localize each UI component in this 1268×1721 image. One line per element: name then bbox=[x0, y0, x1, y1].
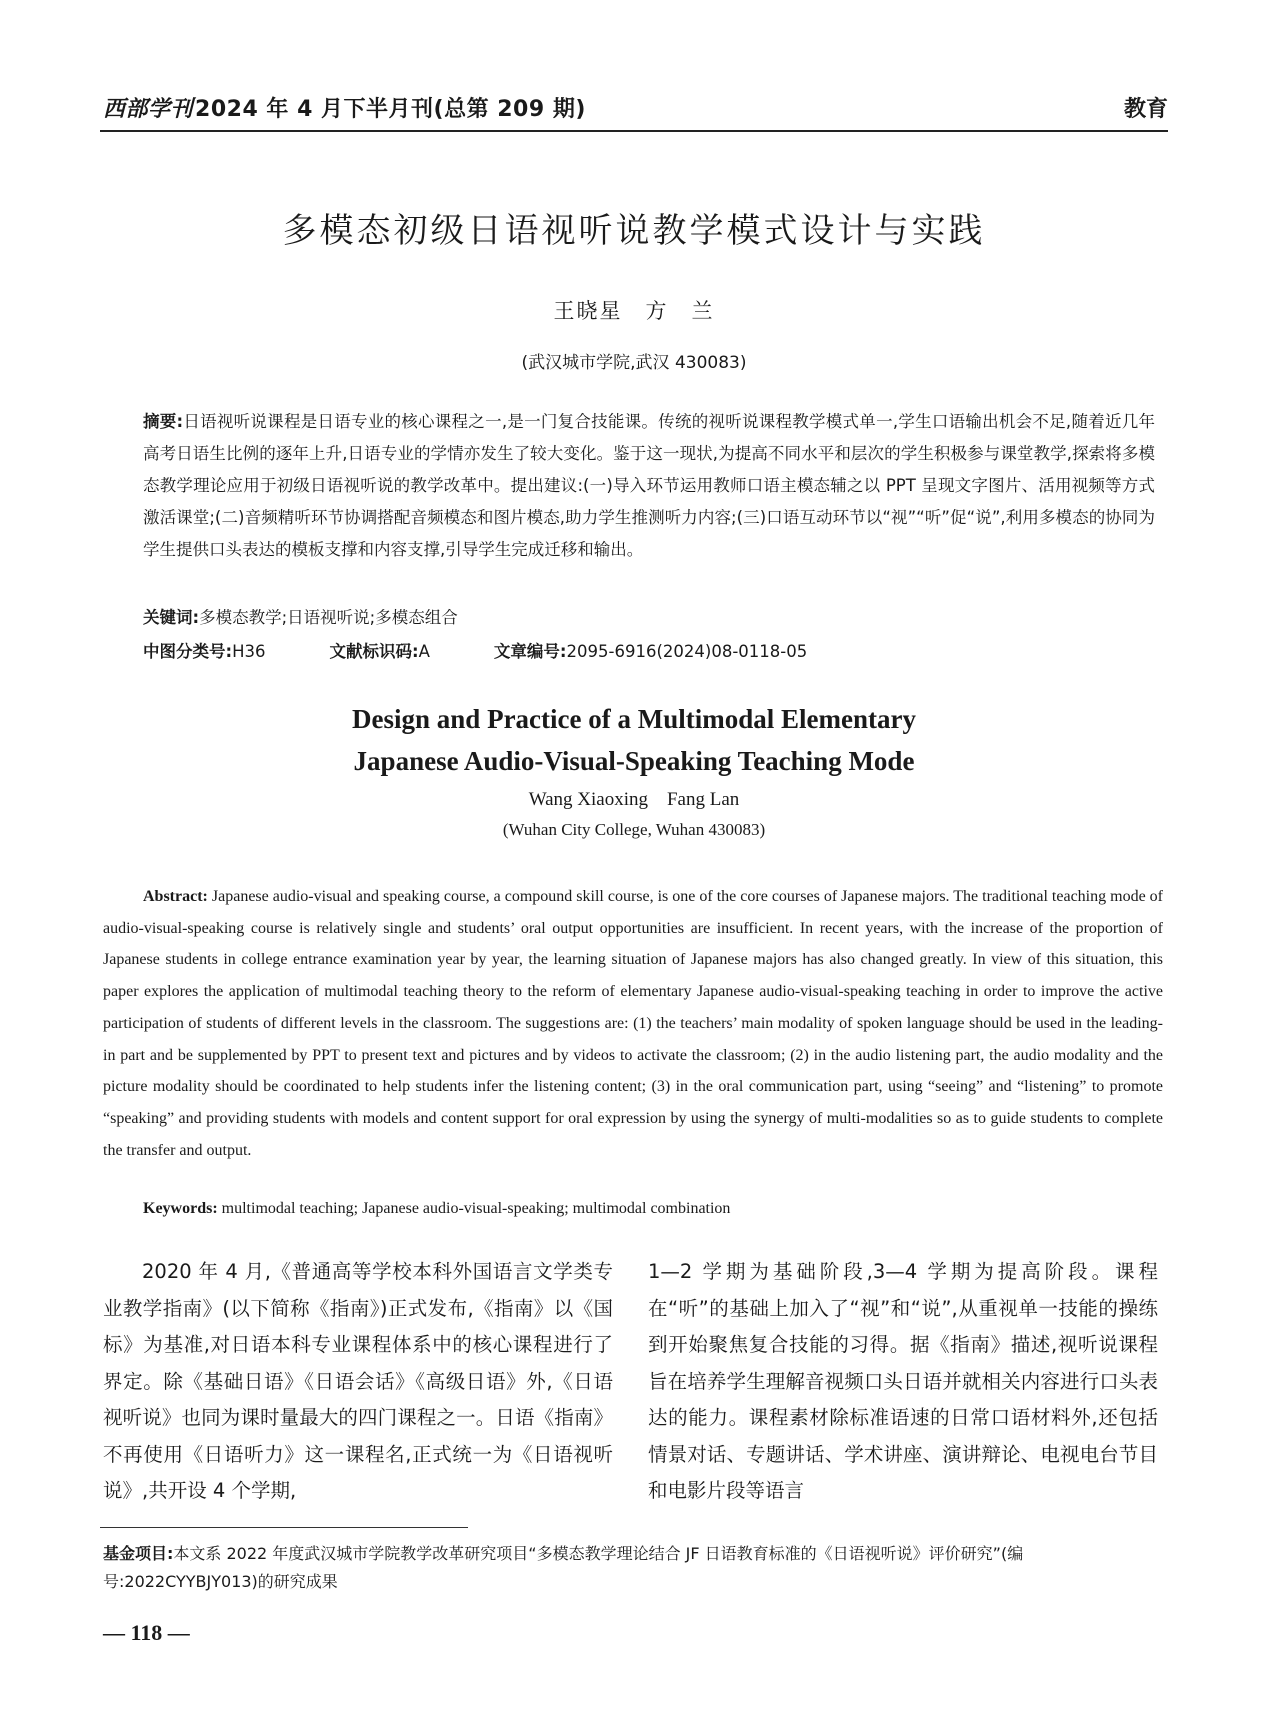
en-abstract-label: Abstract: bbox=[143, 888, 208, 905]
page-number: — 118 — bbox=[103, 1620, 190, 1645]
running-header bbox=[103, 92, 586, 123]
cn-keywords-text: 多模态教学;日语视听说;多模态组合 bbox=[199, 608, 458, 627]
cn-affiliation: (武汉城市学院,武汉 430083) bbox=[521, 353, 747, 373]
en-authors: Wang Xiaoxing Fang Lan bbox=[528, 789, 740, 810]
cn-authors: 王晓星 方 兰 bbox=[553, 299, 715, 323]
doc-code-value: A bbox=[418, 642, 430, 661]
fund-text: 本文系 2022 年度武汉城市学院教学改革研究项目“多模态教学理论结合 JF 日语教育标准的《日语视听说》评价研究”(编号:2022CYYBJY013)的研究成果 bbox=[103, 1544, 1024, 1591]
footnote-divider bbox=[100, 1527, 468, 1528]
doc-code-label: 文献标识码: bbox=[329, 642, 419, 661]
fund-note bbox=[103, 1540, 1163, 1596]
cn-keywords-label: 关键词: bbox=[143, 608, 200, 627]
body-column-left bbox=[103, 1254, 613, 1510]
journal-logo: 西部学刊 bbox=[103, 96, 194, 122]
en-keywords-label: Keywords: bbox=[143, 1200, 218, 1217]
header-divider bbox=[100, 130, 1168, 132]
en-affiliation: (Wuhan City College, Wuhan 430083) bbox=[502, 820, 766, 839]
cn-classification bbox=[143, 638, 1155, 662]
fund-label: 基金项目: bbox=[103, 1544, 174, 1563]
en-title-line1: Design and Practice of a Multimodal Elementary bbox=[352, 704, 916, 734]
clc-label: 中图分类号: bbox=[143, 642, 233, 661]
en-title bbox=[0, 698, 1268, 782]
section-name: 教育 bbox=[1123, 97, 1168, 122]
clc-value: H36 bbox=[232, 642, 266, 661]
cn-keywords bbox=[143, 604, 1155, 628]
en-keywords bbox=[143, 1200, 1163, 1218]
cn-abstract bbox=[143, 406, 1155, 566]
body-column-right: 1—2 学期为基础阶段,3—4 学期为提高阶段。课程在“听”的基础上加入了“视”和“说”,从重视单一技能的操练到开始聚焦复合技能的习得。据《指南》描述,视听说课程旨在培养学生理解音视频口头日语并就相关内容进行口头表达的能力。课程素材除标准语速的日常口语材料外,还包括情景对话、专题讲话、学术讲座、演讲辩论、电视电台节目和电影片段等语言 bbox=[648, 1260, 1158, 1502]
cn-abstract-label: 摘要: bbox=[143, 412, 184, 431]
en-abstract-text: Japanese audio-visual and speaking course, a compound skill course, is one of the core courses of Japanese majors. The traditional teaching mode of audio-visual-speaking course is relatively single and students’ oral output opportunities are insufficient. In recent years, with the increase of the proportion of Japanese students in college entrance examination year by year, the learning situation of Japanese majors has also changed greatly. In view of this situation, this paper explores the application of multimodal teaching theory to the reform of elementary Japanese audio-visual-speaking teaching in order to improve the active participation of students of different levels in the classroom. The suggestions are: (1) the teachers’ main modality of spoken language should be used in the leading-in part and be supplemented by PPT to present text and pictures and by videos to activate the classroom; (2) in the audio listening part, the audio modality and the picture modality should be coordinated to help students infer the listening content; (3) in the oral communication part, using “seeing” and “listening” to promote “speaking” and providing students with models and content support for oral expression by using the synergy of multi-modalities so as to guide students to complete the transfer and output. bbox=[103, 888, 1164, 1159]
en-title-line2: Japanese Audio-Visual-Speaking Teaching Mode bbox=[353, 746, 915, 776]
cn-title: 多模态初级日语视听说教学模式设计与实践 bbox=[282, 211, 986, 251]
cn-abstract-text: 日语视听说课程是日语专业的核心课程之一,是一门复合技能课。传统的视听说课程教学模式单一,学生口语输出机会不足,随着近几年高考日语生比例的逐年上升,日语专业的学情亦发生了较大变化。鉴于这一现状,为提高不同水平和层次的学生积极参与课堂教学,探索将多模态教学理论应用于初级日语视听说的教学改革中。提出建议:(一)导入环节运用教师口语主模态辅之以 PPT 呈现文字图片、活用视频等方式激活课堂;(二)音频精听环节协调搭配音频模态和图片模态,助力学生推测听力内容;(三)口语互动环节以“视”“听”促“说”,利用多模态的协同为学生提供口头表达的模板支撑和内容支撑,引导学生完成迁移和输出。 bbox=[143, 412, 1155, 559]
article-no-label: 文章编号: bbox=[493, 642, 567, 661]
en-keywords-text: multimodal teaching; Japanese audio-visual-speaking; multimodal combination bbox=[221, 1200, 731, 1217]
issue-info: 2024 年 4 月下半月刊(总第 209 期) bbox=[195, 97, 586, 122]
body-left-text: 2020 年 4 月,《普通高等学校本科外国语言文学类专业教学指南》(以下简称《指南》)正式发布,《指南》以《国标》为基准,对日语本科专业课程体系中的核心课程进行了界定。除《基础日语》《日语会话》《高级日语》外,《日语视听说》也同为课时量最大的四门课程之一。日语《指南》不再使用《日语听力》这一课程名,正式统一为《日语视听说》,共开设 4 个学期, bbox=[103, 1260, 613, 1502]
en-abstract bbox=[103, 881, 1163, 1166]
article-no-value: 2095-6916(2024)08-0118-05 bbox=[566, 642, 808, 661]
